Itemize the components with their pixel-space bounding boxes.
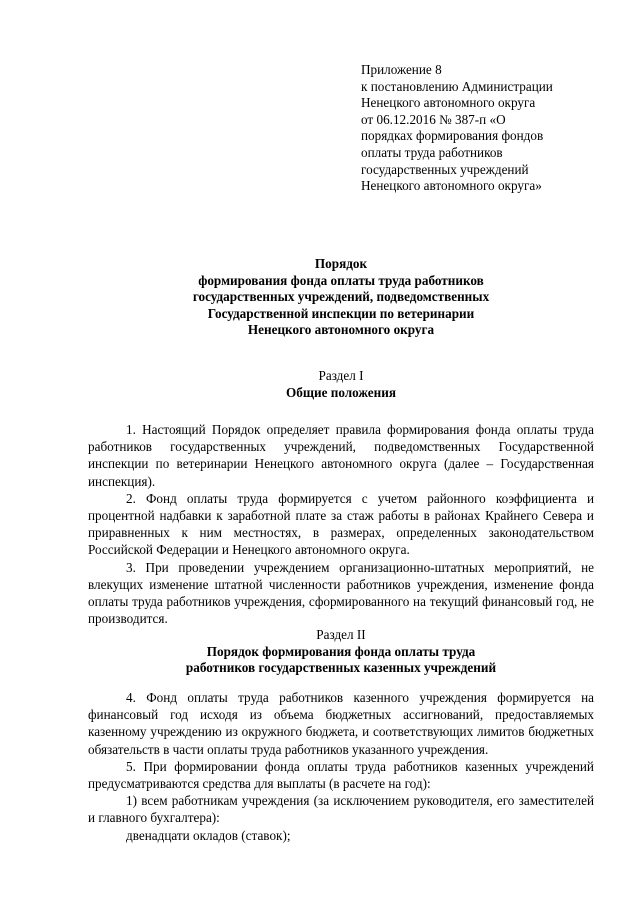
- section-number: Раздел II: [316, 627, 366, 642]
- appendix-line: порядках формирования фондов: [361, 128, 544, 144]
- title-line: Государственной инспекции по ветеринарии: [207, 305, 475, 321]
- appendix-line: Приложение 8: [361, 62, 442, 77]
- section-title-line: Порядок формирования фонда оплаты труда: [206, 643, 476, 659]
- paragraph: 1. Настоящий Порядок определяет правила формирования фонда оплаты труда работников государственных учреждений, подведомственных Государственной инспекции по ветеринарии Ненецкого автономного округа (далее – Государственная инспекция).: [88, 422, 594, 489]
- appendix-note: [361, 62, 601, 195]
- title-line: Ненецкого автономного округа: [247, 322, 435, 338]
- paragraph: 2. Фонд оплаты труда формируется с учетом районного коэффициента и процентной надбавки к заработной плате за стаж работы в районах Крайнего Севера и приравненных к ним местностях, в размерах, определенных законодательством Российской Федерации и Ненецкого автономного округа.: [88, 490, 594, 558]
- paragraph: 5. При формировании фонда оплаты труда работников казенных учреждений предусматриваются средства для выплаты (в расчете на год):: [88, 758, 594, 792]
- document-title: [88, 256, 594, 339]
- section-1-body: [88, 421, 594, 627]
- section-2-heading: [88, 627, 594, 677]
- section-title-line: работников государственных казенных учреждений: [185, 660, 497, 676]
- title-line: государственных учреждений, подведомственных: [192, 289, 490, 305]
- appendix-line: от 06.12.2016 № 387-п «О: [361, 111, 506, 127]
- appendix-line: к постановлению Администрации: [361, 78, 553, 94]
- appendix-line: оплаты труда работников: [361, 144, 503, 160]
- paragraph: 3. При проведении учреждением организационно-штатных мероприятий, не влекущих изменение штатной численности работников учреждения, изменение фонда оплаты труда работников учреждения, сформированного на текущий финансовый год, не производится.: [88, 559, 594, 627]
- paragraph: 4. Фонд оплаты труда работников казенного учреждения формируется на финансовый год исходя из объема бюджетных ассигнований, предоставляемых казенному учреждению из окружного бюджета, и соответствующих лимитов бюджетных обязательств в части оплаты труда работников указанного учреждения.: [88, 690, 594, 757]
- appendix-line: Ненецкого автономного округа: [361, 95, 536, 111]
- appendix-line: Ненецкого автономного округа»: [361, 178, 542, 194]
- section-number: Раздел I: [318, 368, 364, 383]
- section-title: Общие положения: [286, 384, 396, 400]
- title-line: Порядок: [314, 256, 368, 271]
- appendix-line: государственных учреждений: [361, 161, 529, 177]
- paragraph: двенадцати окладов (ставок);: [126, 827, 291, 843]
- paragraph: 1) всем работникам учреждения (за исключением руководителя, его заместителей и главного бухгалтера):: [88, 793, 594, 826]
- section-1-heading: [88, 368, 594, 401]
- title-line: формирования фонда оплаты труда работников: [198, 272, 484, 288]
- section-2-body: [88, 689, 594, 844]
